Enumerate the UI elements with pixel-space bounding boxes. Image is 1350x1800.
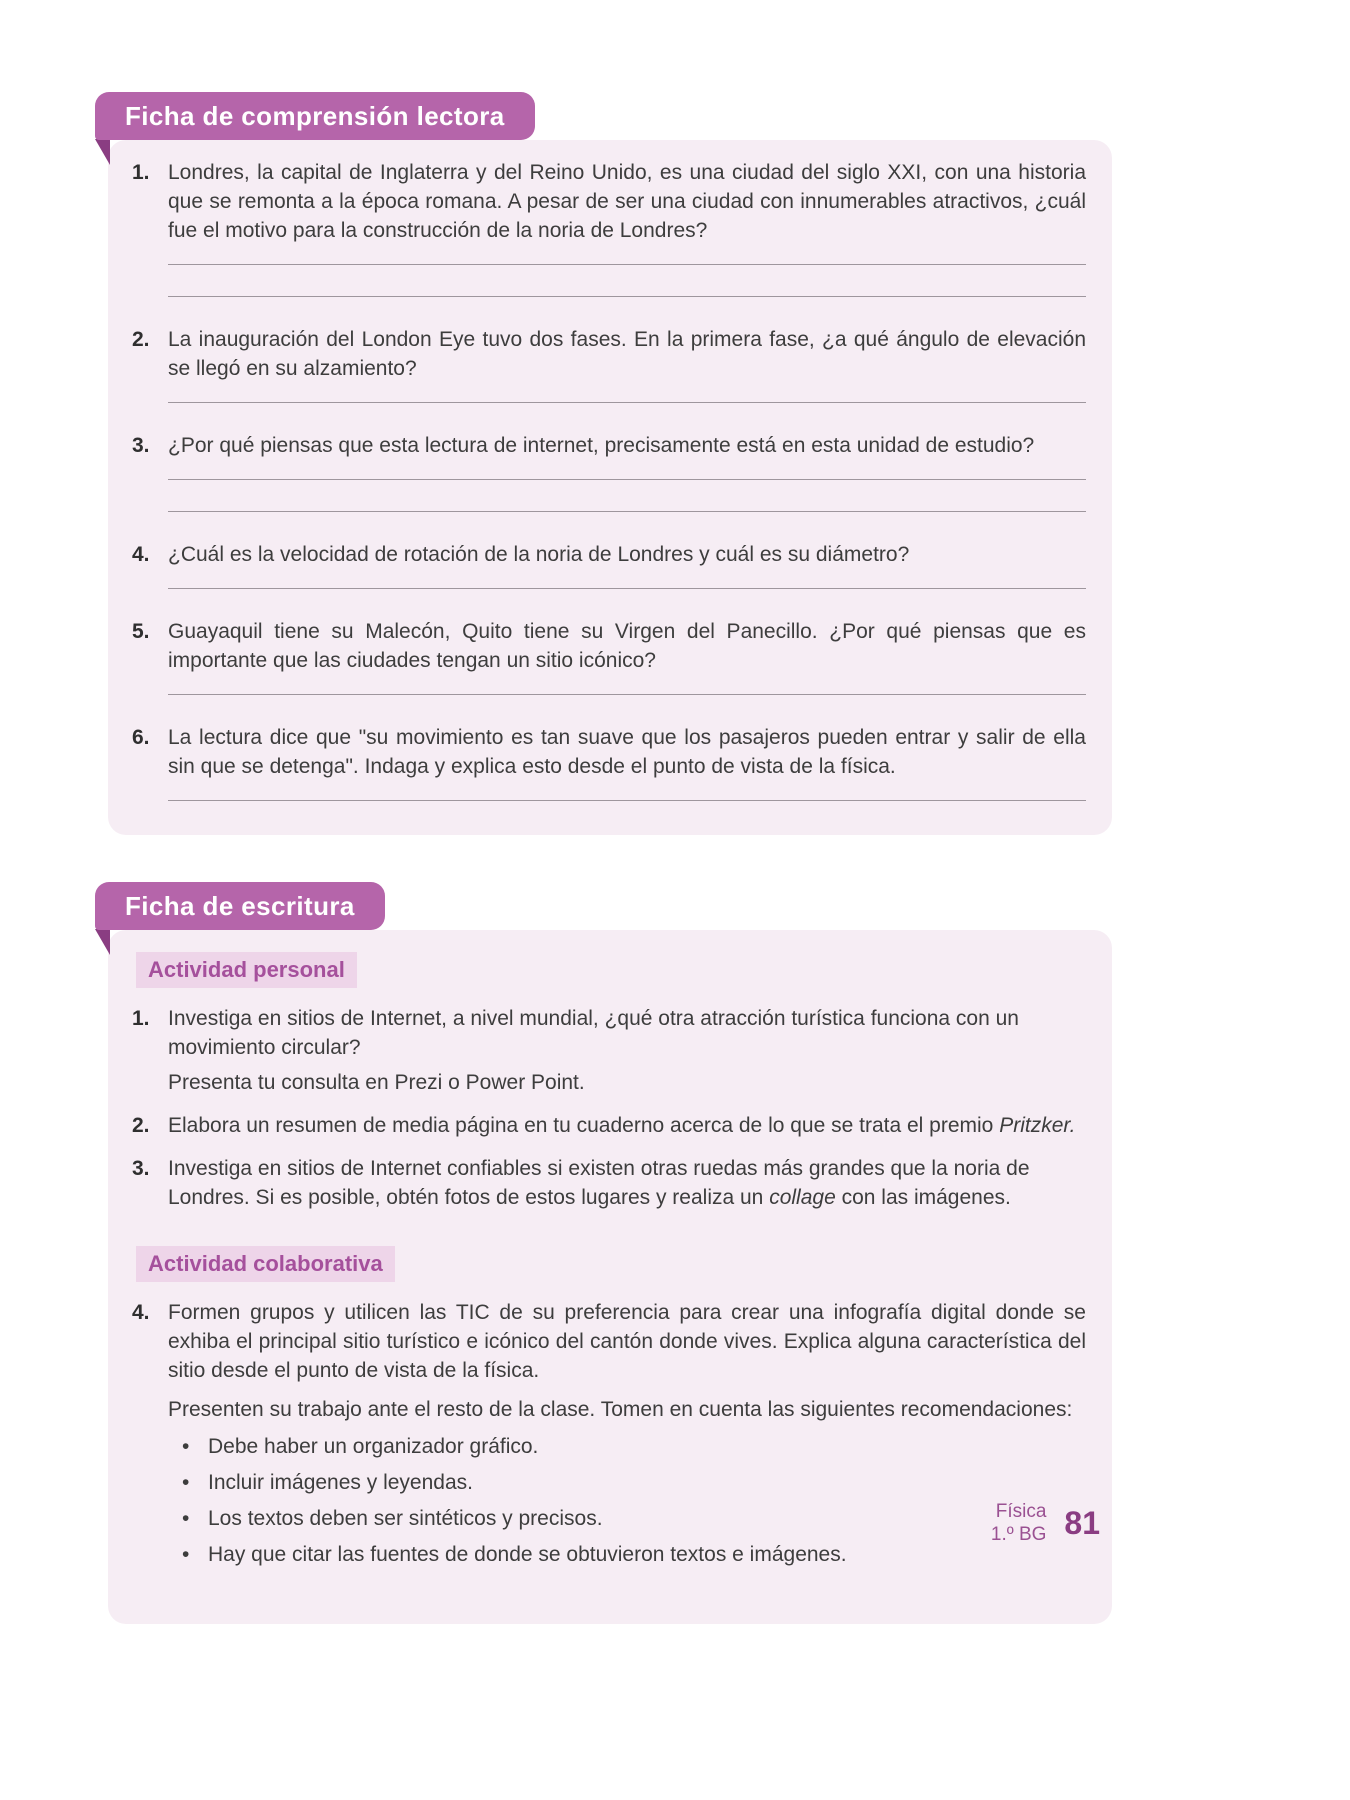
list-item	[168, 1468, 1086, 1497]
comprehension-title: Ficha de comprensión lectora	[125, 101, 505, 131]
item-text: Presenta tu consulta en Prezi o Power Point.	[168, 1071, 585, 1094]
question-text: Londres, la capital de Inglaterra y del Reino Unido, es una ciudad del siglo XXI, con una historia que se remonta a la época romana. A pesar de ser una ciudad con innumerables atractivos, ¿cuál fue el motivo para la construcción de la noria de Londres?	[168, 161, 1086, 242]
item-text-segment: Investiga en sitios de Internet confiables si existen otras ruedas más grandes que la noria de Londres. Si es posible, obtén fotos de estos lugares y realiza un	[168, 1157, 1030, 1209]
recommendation-list	[168, 1432, 1086, 1569]
question-4	[132, 540, 1086, 589]
question-1	[132, 158, 1086, 297]
page-footer	[991, 1500, 1100, 1546]
personal-activity-badge: Actividad personal	[136, 952, 357, 988]
question-number: 2.	[132, 328, 150, 351]
question-6	[132, 723, 1086, 801]
question-2	[132, 325, 1086, 403]
item-text: Investiga en sitios de Internet, a nivel mundial, ¿qué otra atracción turística funciona con un movimiento circular?	[168, 1007, 1019, 1059]
question-number: 1.	[132, 161, 150, 184]
list-item	[168, 1540, 1086, 1569]
item-text-italic: Pritzker.	[999, 1114, 1076, 1137]
footer-grade: 1.º BG	[990, 1524, 1047, 1545]
item-number: 2.	[132, 1114, 150, 1137]
question-5	[132, 617, 1086, 695]
bullet-icon: •	[182, 1507, 190, 1530]
collaborative-activity-badge: Actividad colaborativa	[136, 1246, 395, 1282]
bullet-icon: •	[182, 1471, 190, 1494]
bullet-icon: •	[182, 1435, 190, 1458]
answer-line	[168, 781, 1086, 801]
question-text: Guayaquil tiene su Malecón, Quito tiene su Virgen del Panecillo. ¿Por qué piensas que es importante que las ciudades tengan un sitio icónico?	[168, 620, 1086, 672]
writing-item-3	[132, 1154, 1086, 1212]
question-text: La inauguración del London Eye tuvo dos fases. En la primera fase, ¿a qué ángulo de elevación se llegó en su alzamiento?	[168, 328, 1086, 380]
question-text: ¿Cuál es la velocidad de rotación de la noria de Londres y cuál es su diámetro?	[168, 543, 910, 566]
bullet-text: Los textos deben ser sintéticos y precisos.	[208, 1507, 603, 1530]
comprehension-panel	[108, 140, 1112, 835]
item-text	[168, 1154, 1086, 1212]
ribbon-fold-icon	[95, 929, 110, 955]
comprehension-tab	[95, 92, 535, 140]
footer-subject: Física	[995, 1501, 1047, 1522]
item-text-italic: collage	[769, 1186, 836, 1209]
item-number: 1.	[132, 1007, 150, 1030]
writing-item-4	[132, 1298, 1086, 1576]
answer-line	[168, 460, 1086, 480]
item-text	[168, 1111, 1086, 1140]
answer-line	[168, 383, 1086, 403]
writing-title: Ficha de escritura	[125, 891, 355, 921]
page-number: 81	[1064, 1504, 1100, 1541]
writing-item-1	[132, 1004, 1086, 1097]
answer-line	[168, 480, 1086, 512]
item-number: 4.	[132, 1301, 150, 1324]
comprehension-section	[95, 92, 1112, 835]
question-number: 6.	[132, 726, 150, 749]
question-text: ¿Por qué piensas que esta lectura de internet, precisamente está en esta unidad de estudio?	[168, 434, 1035, 457]
answer-line	[168, 675, 1086, 695]
bullet-text: Debe haber un organizador gráfico.	[208, 1435, 539, 1458]
bullet-text: Incluir imágenes y leyendas.	[208, 1471, 473, 1494]
answer-line	[168, 569, 1086, 589]
bullet-text: Hay que citar las fuentes de donde se obtuvieron textos e imágenes.	[208, 1543, 847, 1566]
writing-panel	[108, 930, 1112, 1624]
bullet-icon: •	[182, 1543, 190, 1566]
footer-subject-grade	[991, 1500, 1047, 1546]
item-text-segment: con las imágenes.	[835, 1186, 1011, 1209]
item-number: 3.	[132, 1157, 150, 1180]
list-item	[168, 1432, 1086, 1461]
question-3	[132, 431, 1086, 512]
list-item	[168, 1504, 1086, 1533]
question-number: 3.	[132, 434, 150, 457]
question-number: 4.	[132, 543, 150, 566]
question-text: La lectura dice que "su movimiento es tan suave que los pasajeros pueden entrar y salir de ella sin que se detenga". Indaga y explica esto desde el punto de vista de la física.	[168, 726, 1086, 778]
writing-item-2	[132, 1111, 1086, 1140]
item-text: Formen grupos y utilicen las TIC de su preferencia para crear una infografía digital donde se exhiba el principal sitio turístico e icónico del cantón donde vives. Explica alguna característica del sitio desde el punto de vista de la física.	[168, 1301, 1086, 1382]
question-number: 5.	[132, 620, 150, 643]
answer-line	[168, 265, 1086, 297]
item-text-segment: Elabora un resumen de media página en tu cuaderno acerca de lo que se trata el premio	[168, 1114, 1000, 1137]
writing-tab	[95, 882, 385, 930]
answer-line	[168, 245, 1086, 265]
item-intro: Presenten su trabajo ante el resto de la clase. Tomen en cuenta las siguientes recomendaciones:	[168, 1398, 1073, 1421]
writing-section	[95, 882, 1112, 1624]
